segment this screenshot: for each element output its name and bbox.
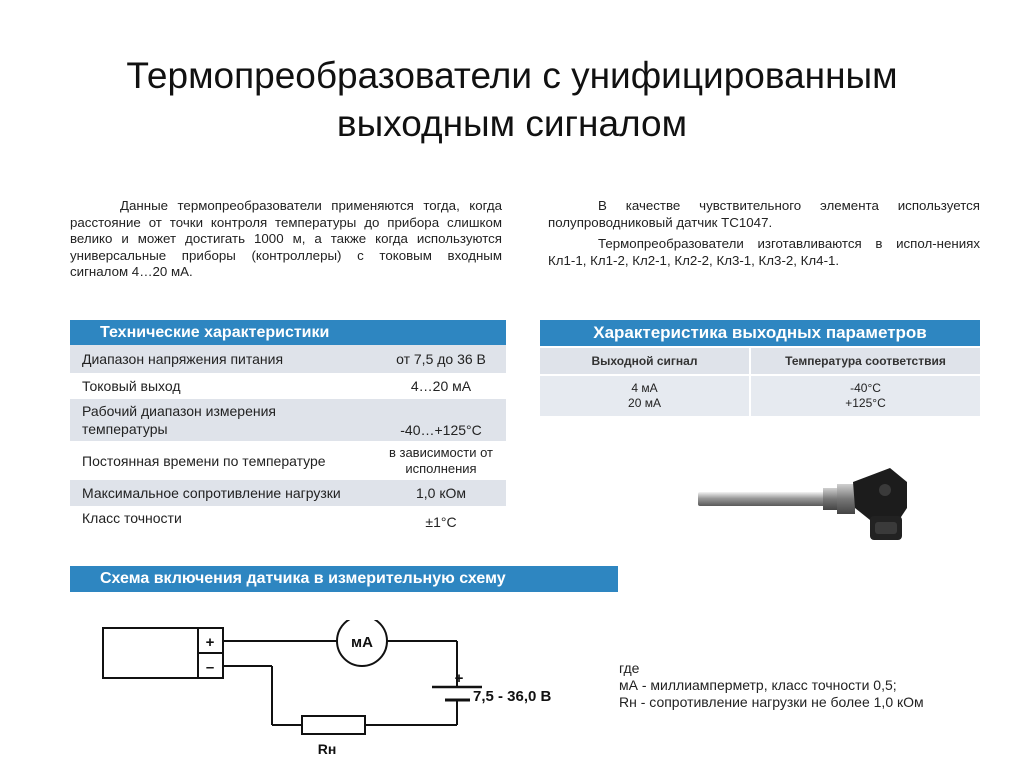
spec-value: в зависимости от исполнения (388, 444, 494, 476)
spec-name: Диапазон напряжения питания (82, 351, 284, 367)
page-title (0, 52, 1024, 148)
supply-voltage-label: 7,5 - 36,0 В (473, 688, 552, 705)
intro-left-paragraph: Данные термопреобразователи применяются тогда, когда расстояние от точки контроля температуры до прибора слишком велико и может достигать 1000 м, а также когда используются универсальные приборы (контроллеры) с токовым входным сигналом 4…20 мА. (70, 198, 502, 279)
spec-row (70, 506, 506, 534)
intro-right-paragraph-1: В качестве чувствительного элемента используется полупроводниковый датчик ТС1047. (548, 198, 980, 230)
legend-line: мА - миллиамперметр, класс точности 0,5; (619, 677, 897, 693)
tech-specs-heading: Технические характеристики (70, 320, 506, 345)
spec-name: Токовый выход (82, 378, 181, 394)
load-resistor (302, 716, 365, 734)
spec-value: -40…+125°С (400, 422, 482, 438)
spec-row (70, 480, 506, 506)
spec-name: Максимальное сопротивление нагрузки (82, 485, 341, 501)
temperature-header: Температура соответствия (751, 348, 980, 374)
signal-value: 4 мА (631, 381, 658, 395)
sensor-photo (695, 462, 917, 544)
spec-name: Рабочий диапазон измерения температуры (82, 403, 276, 437)
spec-name: Класс точности (82, 510, 182, 526)
output-params-heading: Характеристика выходных параметров (540, 320, 980, 346)
output-signal-cell (540, 376, 749, 416)
legend-line: Rн - сопротивление нагрузки не более 1,0 кОм (619, 694, 924, 710)
title-line-2: выходным сигналом (336, 103, 688, 144)
temperature-value: -40°С (850, 381, 881, 395)
legend-line: где (619, 660, 640, 676)
spec-row (70, 345, 506, 373)
spec-value: от 7,5 до 36 В (396, 351, 486, 367)
spec-value: 1,0 кОм (416, 485, 466, 501)
battery-plus-label: + (454, 670, 464, 687)
terminal-plus-label: + (205, 634, 215, 651)
spec-row (70, 441, 506, 480)
signal-value: 20 мА (628, 396, 661, 410)
spec-value: ±1°С (425, 514, 457, 530)
output-params-header (540, 348, 980, 374)
spec-value: 4…20 мА (410, 378, 472, 394)
resistor-label: Rн (317, 741, 337, 757)
terminal-minus-label: – (205, 659, 215, 676)
output-params-body (540, 376, 980, 416)
spec-row (70, 399, 506, 441)
output-signal-header: Выходной сигнал (540, 348, 749, 374)
schema-legend (619, 660, 924, 711)
schema-heading: Схема включения датчика в измерительную схему (70, 566, 618, 592)
tech-specs-table (70, 345, 506, 534)
spec-row (70, 373, 506, 399)
circuit-diagram (100, 620, 580, 760)
milliammeter-label: мА (351, 634, 373, 651)
intro-right-paragraph-2: Термопреобразователи изготавливаются в испол-нениях Кл1-1, Кл1-2, Кл2-1, Кл2-2, Кл3-1, Кл3-2, Кл4-1. (548, 236, 980, 268)
title-line-1: Термопреобразователи с унифицированным (126, 55, 898, 96)
spec-name: Постоянная времени по температуре (82, 452, 326, 469)
temperature-cell (751, 376, 980, 416)
temperature-value: +125°С (845, 396, 886, 410)
